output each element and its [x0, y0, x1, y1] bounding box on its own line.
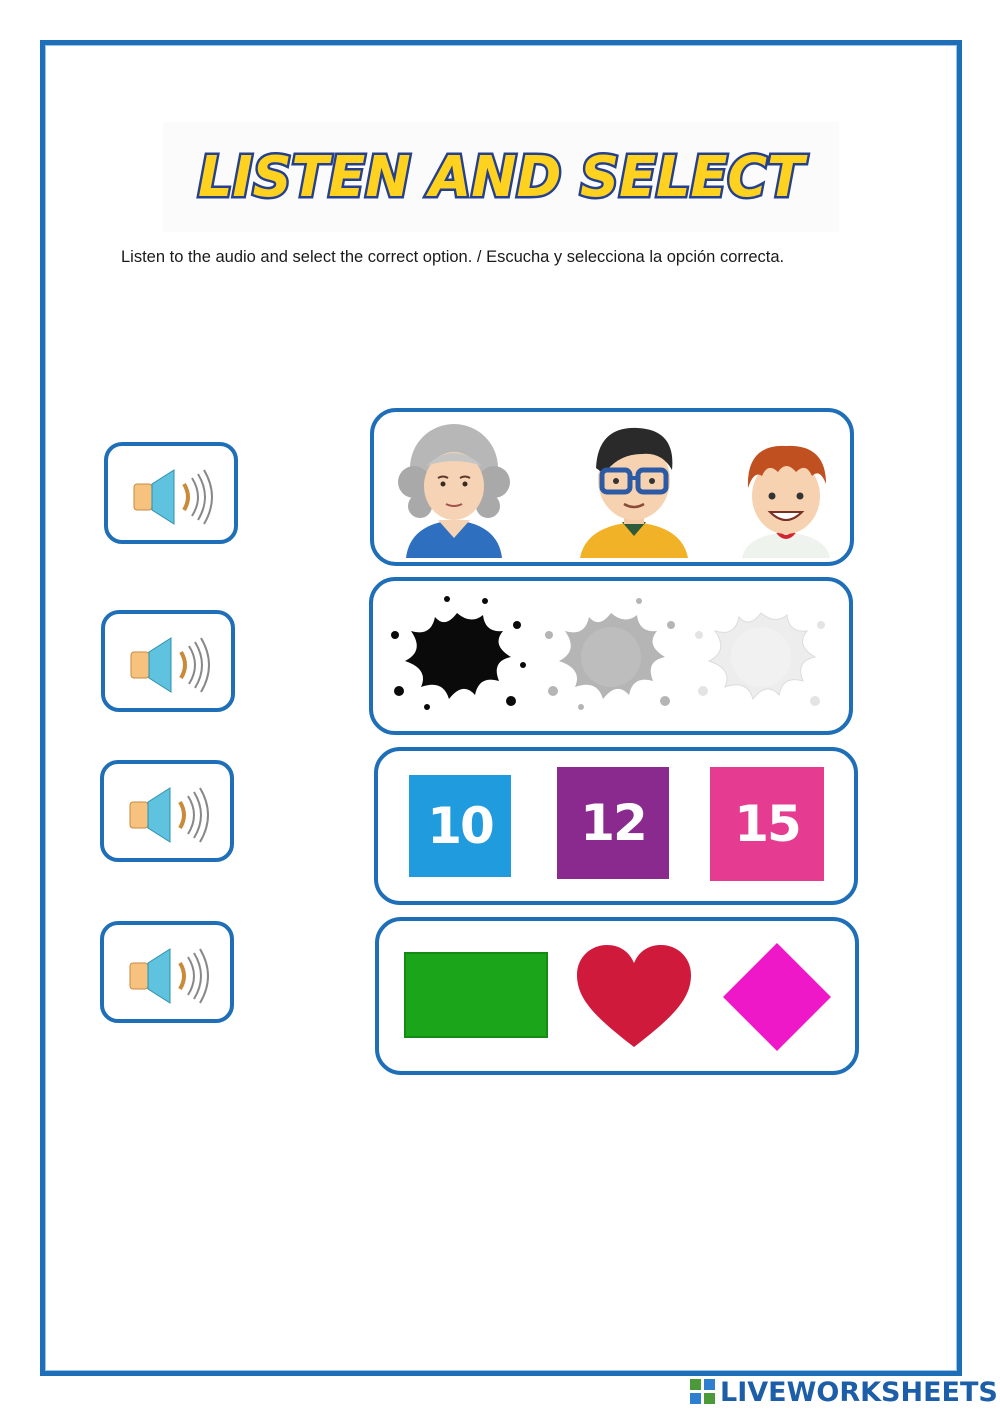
- option-row-shapes: [375, 917, 859, 1075]
- man-with-glasses-icon[interactable]: [578, 418, 690, 558]
- option-row-numbers: [374, 747, 858, 905]
- play-audio-button-3[interactable]: [100, 760, 234, 862]
- option-row-colors: [369, 577, 853, 735]
- grey-splash-icon[interactable]: [541, 595, 681, 719]
- grandmother-icon[interactable]: [392, 420, 516, 558]
- liveworksheets-logo-icon: [690, 1379, 716, 1405]
- play-audio-button-4[interactable]: [100, 921, 234, 1023]
- play-audio-button-1[interactable]: [104, 442, 238, 544]
- speaker-icon: [130, 466, 220, 528]
- green-rectangle-icon[interactable]: [403, 951, 549, 1041]
- boy-icon[interactable]: [734, 438, 838, 558]
- title-banner: [163, 122, 839, 232]
- liveworksheets-logo: [690, 1374, 998, 1410]
- instruction-text: Listen to the audio and select the correct option. / Escucha y selecciona la opción correcta.: [121, 248, 785, 266]
- footer-brand: LIVEWORKSHEETS: [720, 1376, 998, 1408]
- white-splash-icon[interactable]: [691, 595, 831, 719]
- speaker-icon: [127, 634, 217, 696]
- red-heart-icon[interactable]: [575, 943, 693, 1051]
- black-splash-icon[interactable]: [387, 595, 527, 719]
- number-option-10[interactable]: 10: [409, 775, 511, 877]
- number-option-12[interactable]: 12: [557, 767, 669, 879]
- option-row-family: [370, 408, 854, 566]
- pink-diamond-icon[interactable]: [719, 939, 835, 1055]
- speaker-icon: [126, 784, 216, 846]
- page-title: LISTEN AND SELECT: [198, 145, 808, 210]
- number-option-15[interactable]: 15: [710, 767, 824, 881]
- speaker-icon: [126, 945, 216, 1007]
- play-audio-button-2[interactable]: [101, 610, 235, 712]
